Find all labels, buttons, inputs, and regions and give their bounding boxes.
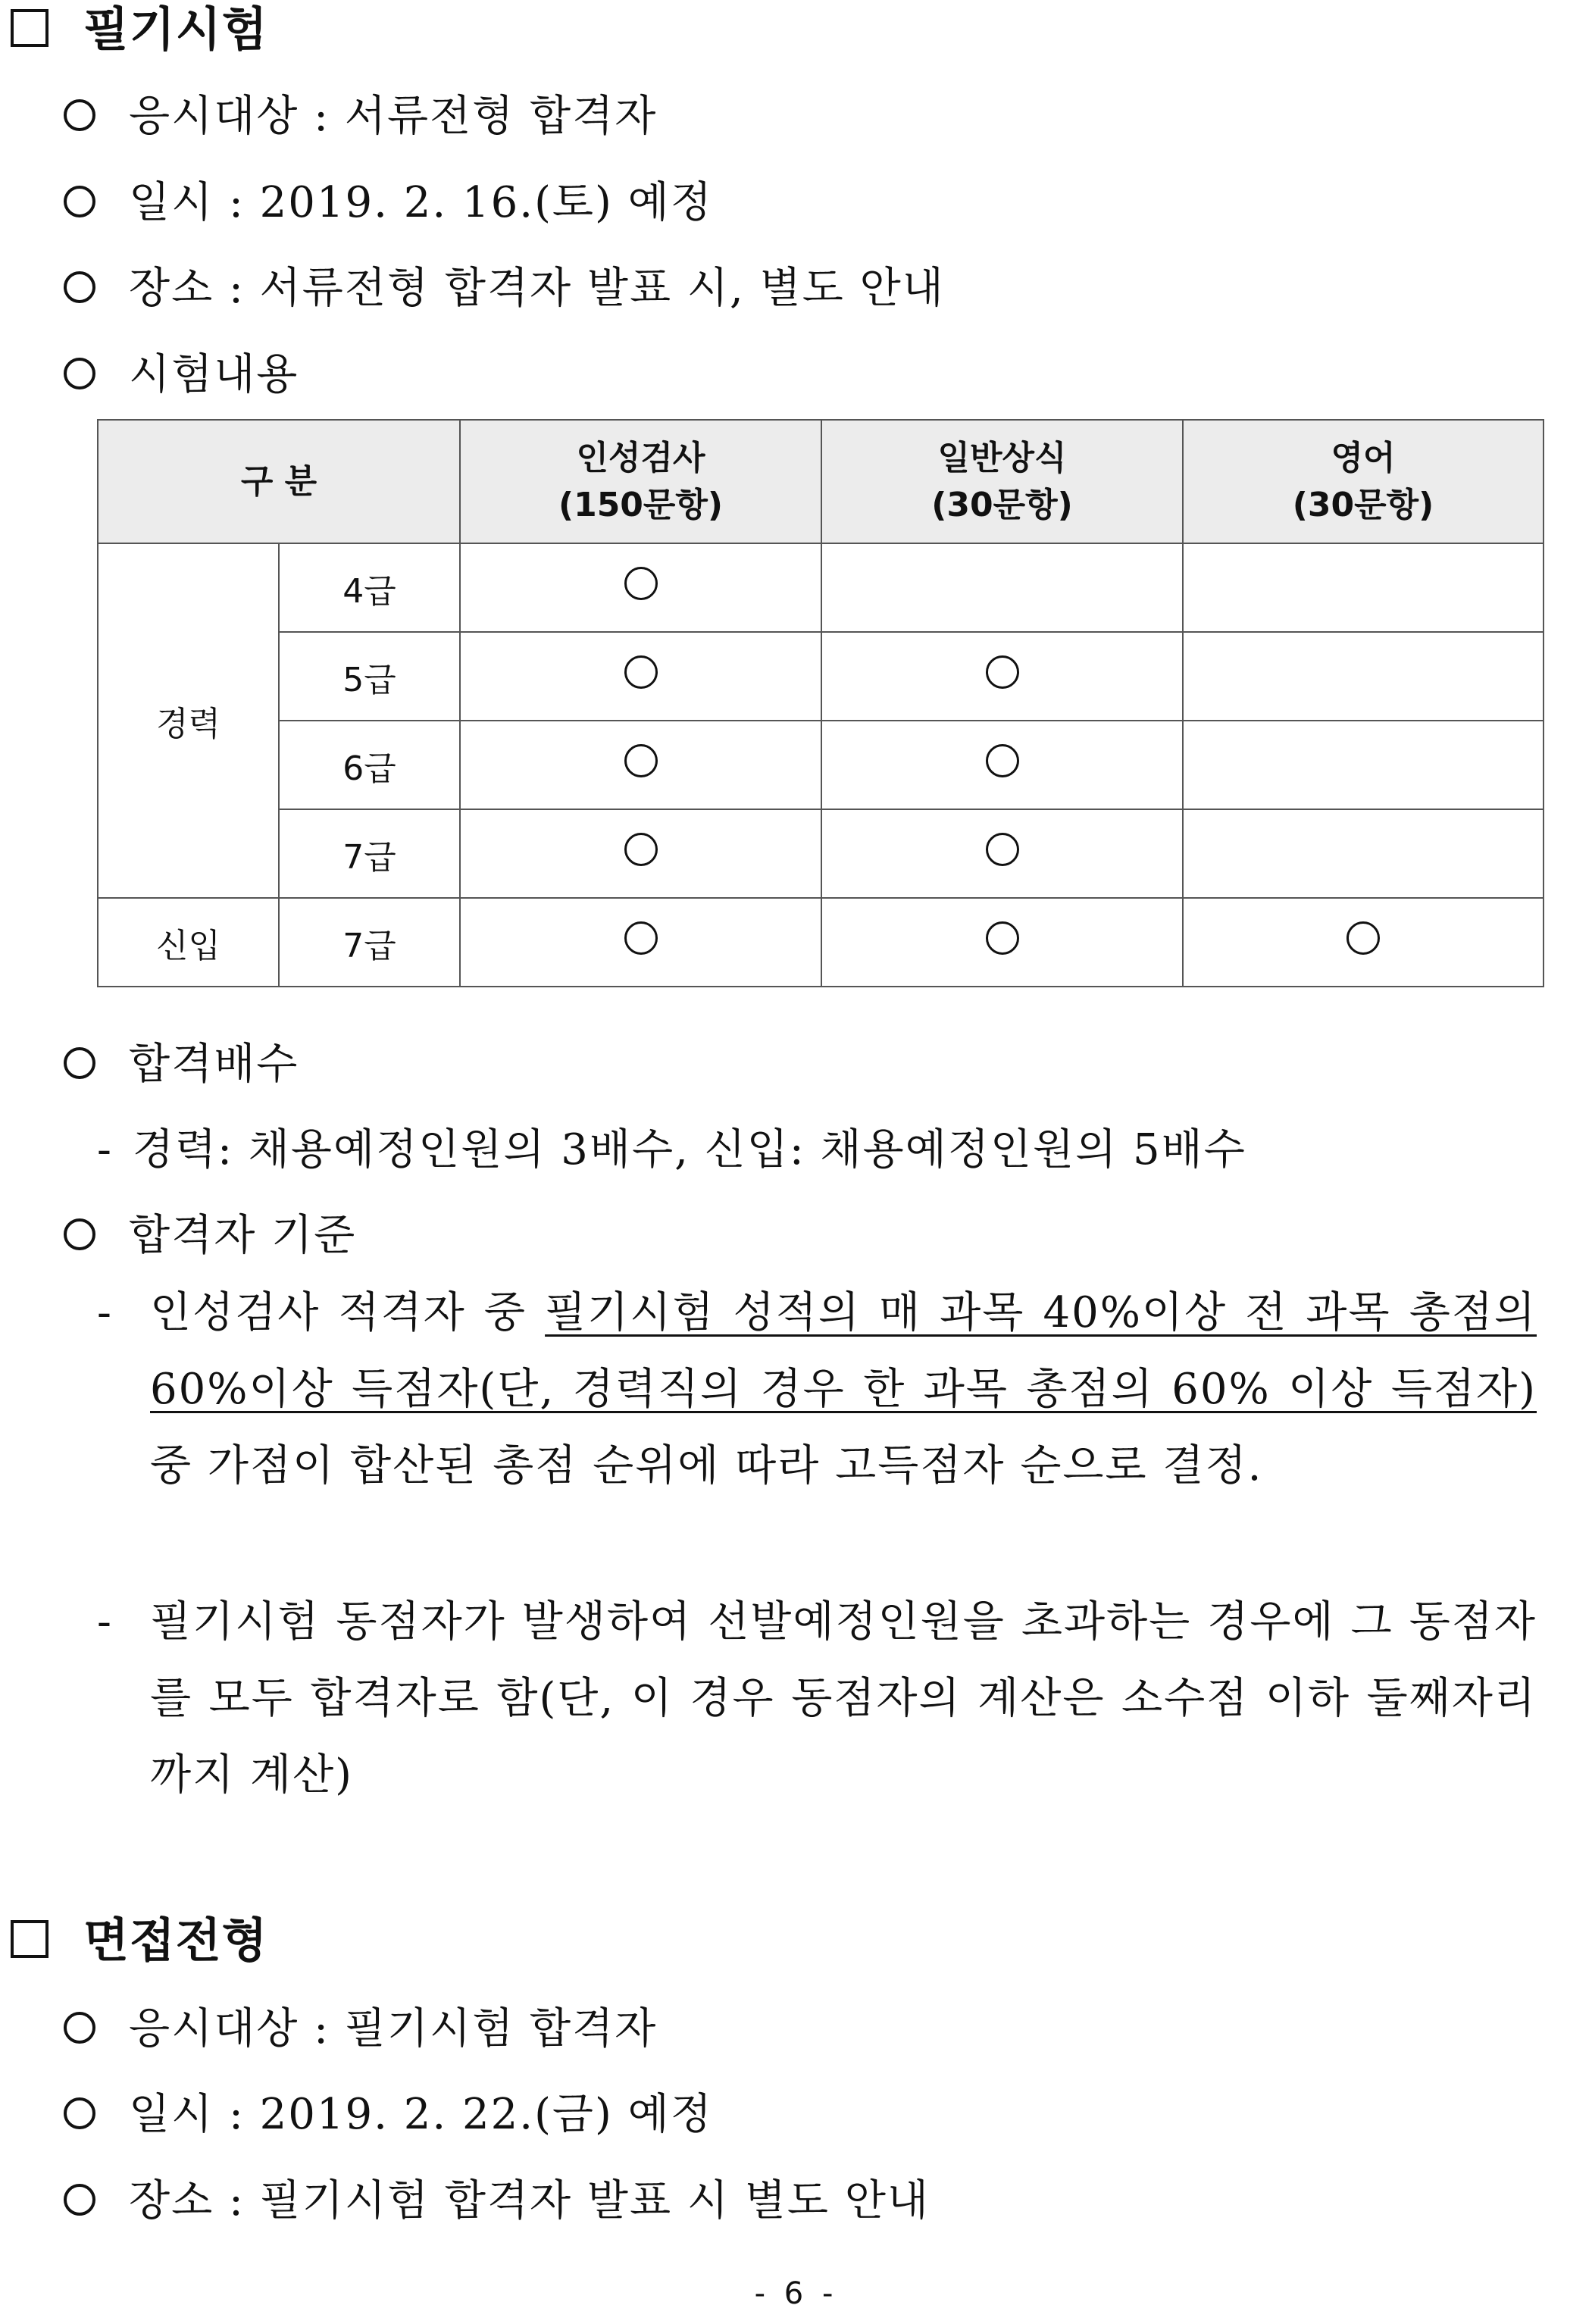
circle-mark-icon xyxy=(986,655,1019,689)
dash-marker: - xyxy=(97,1597,111,1647)
circle-mark-icon xyxy=(1346,921,1380,955)
header-category: 구 분 xyxy=(98,420,460,543)
header-english: 영어 (30문항) xyxy=(1183,420,1544,543)
detail-text: 경력: 채용예정인원의 3배수, 신입: 채용예정인원의 5배수 xyxy=(132,1125,1246,1175)
mark-cell xyxy=(1183,632,1544,721)
section-title-text: 필기시험 xyxy=(83,2,268,57)
mark-cell xyxy=(821,543,1183,632)
header-general-knowledge: 일반상식 (30문항) xyxy=(821,420,1183,543)
grade-cell: 4급 xyxy=(279,543,460,632)
item-text: 시험내용 xyxy=(129,350,299,399)
mark-cell xyxy=(460,632,821,721)
table-header-row xyxy=(98,420,1544,543)
circle-bullet-icon xyxy=(64,99,95,131)
circle-mark-icon xyxy=(624,744,658,777)
item-text: 장소 : 필기시험 합격자 발표 시 별도 안내 xyxy=(129,2176,930,2225)
item-text: 응시대상 : 서류전형 합격자 xyxy=(129,92,658,141)
mark-cell xyxy=(460,543,821,632)
checkbox-icon xyxy=(11,1920,48,1958)
item-text: 일시 : 2019. 2. 16.(토) 예정 xyxy=(129,178,713,227)
circle-bullet-icon xyxy=(64,1047,95,1079)
item-interview-date xyxy=(64,2090,713,2139)
item-pass-multiplier xyxy=(64,1040,299,1089)
circle-mark-icon xyxy=(624,567,658,600)
section-title-text: 면접전형 xyxy=(83,1913,268,1968)
multiplier-detail xyxy=(97,1125,1246,1175)
grade-cell: 7급 xyxy=(279,898,460,987)
item-text: 장소 : 서류전형 합격자 발표 시, 별도 안내 xyxy=(129,264,945,313)
item-exam-date xyxy=(64,178,713,227)
mark-cell xyxy=(1183,543,1544,632)
circle-bullet-icon xyxy=(64,1218,95,1250)
item-text: 일시 : 2019. 2. 22.(금) 예정 xyxy=(129,2090,713,2139)
section-title-written-exam xyxy=(11,2,268,57)
section-title-interview xyxy=(11,1913,268,1968)
item-exam-content xyxy=(64,350,299,399)
table-row xyxy=(98,809,1544,898)
mark-cell xyxy=(1183,809,1544,898)
mark-cell xyxy=(1183,898,1544,987)
circle-bullet-icon xyxy=(64,2184,95,2216)
circle-bullet-icon xyxy=(64,186,95,217)
item-interview-target xyxy=(64,2004,658,2053)
underlined-criteria: 필기시험 성적의 매 과목 40%이상 전 과목 총점의 60%이상 득점자(단, 경력직의 경우 한 과목 총점의 60% 이상 득점자) xyxy=(150,1288,1537,1414)
mark-cell xyxy=(821,632,1183,721)
group-new-cell: 신입 xyxy=(98,898,279,987)
dash-marker: - xyxy=(97,1125,113,1175)
mark-cell xyxy=(460,898,821,987)
dash-marker: - xyxy=(97,1288,111,1337)
group-career-cell: 경력 xyxy=(98,543,279,898)
circle-mark-icon xyxy=(624,921,658,955)
exam-subject-table xyxy=(97,419,1544,987)
mark-cell xyxy=(821,721,1183,809)
item-text: 응시대상 : 필기시험 합격자 xyxy=(129,2004,658,2053)
item-text: 합격배수 xyxy=(129,1040,299,1089)
page-number: - 6 - xyxy=(754,2276,838,2311)
item-exam-place xyxy=(64,264,945,313)
circle-mark-icon xyxy=(986,744,1019,777)
circle-mark-icon xyxy=(986,833,1019,866)
mark-cell xyxy=(1183,721,1544,809)
mark-cell xyxy=(821,898,1183,987)
circle-bullet-icon xyxy=(64,271,95,303)
criteria-paragraph-2: 필기시험 동점자가 발생하여 선발예정인원을 초과하는 경우에 그 동점자를 모두 합격자로 함(단, 이 경우 동점자의 계산은 소수점 이하 둘째자리까지 계산) xyxy=(150,1597,1537,1800)
circle-mark-icon xyxy=(986,921,1019,955)
circle-mark-icon xyxy=(624,833,658,866)
mark-cell xyxy=(460,721,821,809)
item-pass-criteria xyxy=(64,1211,357,1260)
grade-cell: 6급 xyxy=(279,721,460,809)
criteria-paragraph-1: 인성검사 적격자 중 필기시험 성적의 매 과목 40%이상 전 과목 총점의 60%이상 득점자(단, 경력직의 경우 한 과목 총점의 60% 이상 득점자) 중 가점이 합산된 총점 순위에 따라 고득점자 순으로 결정. xyxy=(150,1288,1537,1490)
item-text: 합격자 기준 xyxy=(129,1211,357,1260)
mark-cell xyxy=(460,809,821,898)
table-row xyxy=(98,543,1544,632)
mark-cell xyxy=(821,809,1183,898)
checkbox-icon xyxy=(11,9,48,47)
header-personality-test: 인성검사 (150문항) xyxy=(460,420,821,543)
table-row xyxy=(98,898,1544,987)
item-interview-place xyxy=(64,2176,930,2225)
circle-bullet-icon xyxy=(64,2097,95,2129)
circle-bullet-icon xyxy=(64,2012,95,2044)
item-exam-target xyxy=(64,92,658,141)
table-row xyxy=(98,632,1544,721)
grade-cell: 5급 xyxy=(279,632,460,721)
circle-bullet-icon xyxy=(64,358,95,389)
circle-mark-icon xyxy=(624,655,658,689)
table-row xyxy=(98,721,1544,809)
grade-cell: 7급 xyxy=(279,809,460,898)
